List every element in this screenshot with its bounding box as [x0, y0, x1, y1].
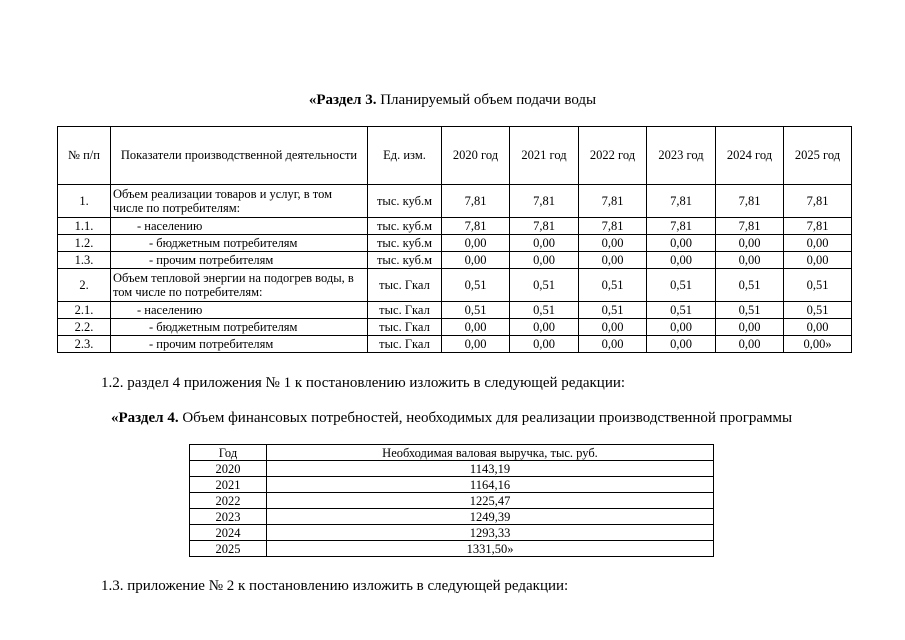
table-row — [190, 525, 714, 541]
row-value: 0,00 — [442, 252, 510, 269]
row-value: 7,81 — [716, 218, 784, 235]
table-row — [58, 235, 852, 252]
planned-water-supply-table — [57, 126, 852, 353]
row-value: 0,51 — [510, 302, 579, 319]
row-unit: тыс. Гкал — [368, 269, 442, 302]
table-row — [58, 319, 852, 336]
header-year: Год — [190, 445, 267, 461]
row-value: 0,51 — [579, 269, 647, 302]
row-value: 0,51 — [716, 269, 784, 302]
header-2023: 2023 год — [647, 127, 716, 185]
section3-title-bold: «Раздел 3. — [308, 92, 377, 108]
row-num: 1.3. — [58, 252, 111, 269]
row-value: 0,00 — [647, 235, 716, 252]
row-unit: тыс. Гкал — [368, 336, 442, 353]
header-2024: 2024 год — [716, 127, 784, 185]
row-value: 7,81 — [510, 185, 579, 218]
header-revenue: Необходимая валовая выручка, тыс. руб. — [267, 445, 714, 461]
row-unit: тыс. куб.м — [368, 185, 442, 218]
row-value: 0,51 — [579, 302, 647, 319]
row-value: 0,51 — [442, 302, 510, 319]
revenue-cell: 1225,47 — [267, 493, 714, 509]
revenue-cell: 1331,50» — [267, 541, 714, 557]
row-indicator: - населению — [111, 218, 368, 235]
table-header-row — [58, 127, 852, 185]
revenue-cell: 1164,16 — [267, 477, 714, 493]
row-value: 0,00 — [442, 319, 510, 336]
row-value: 7,81 — [647, 218, 716, 235]
row-value: 0,00 — [716, 336, 784, 353]
row-value: 0,51 — [442, 269, 510, 302]
table-row — [58, 302, 852, 319]
row-unit: тыс. куб.м — [368, 252, 442, 269]
year-cell: 2024 — [190, 525, 267, 541]
year-cell: 2021 — [190, 477, 267, 493]
header-2020: 2020 год — [442, 127, 510, 185]
row-value: 7,81 — [579, 218, 647, 235]
row-indicator: Объем тепловой энергии на подогрев воды, в том числе по потребителям: — [111, 269, 368, 302]
row-value: 0,51 — [716, 302, 784, 319]
row-value: 0,00 — [784, 235, 852, 252]
row-value: 0,00 — [510, 319, 579, 336]
table-row — [58, 336, 852, 353]
row-value: 0,00 — [510, 235, 579, 252]
row-value: 0,51 — [784, 269, 852, 302]
revenue-cell: 1293,33 — [267, 525, 714, 541]
row-value: 0,00 — [510, 252, 579, 269]
table-row — [190, 541, 714, 557]
row-value: 7,81 — [579, 185, 647, 218]
revenue-cell: 1143,19 — [267, 461, 714, 477]
row-value: 7,81 — [784, 185, 852, 218]
header-indicator: Показатели производственной деятельности — [111, 127, 368, 185]
row-value: 0,00 — [784, 252, 852, 269]
section4-title-bold: «Раздел 4. — [111, 410, 179, 426]
row-unit: тыс. куб.м — [368, 235, 442, 252]
row-indicator: - бюджетным потребителям — [111, 319, 368, 336]
header-2025: 2025 год — [784, 127, 852, 185]
header-2022: 2022 год — [579, 127, 647, 185]
row-value: 0,00 — [579, 319, 647, 336]
row-value: 0,00 — [579, 336, 647, 353]
row-num: 1.2. — [58, 235, 111, 252]
row-value: 0,00 — [510, 336, 579, 353]
header-unit: Ед. изм. — [368, 127, 442, 185]
year-cell: 2022 — [190, 493, 267, 509]
row-value: 7,81 — [442, 218, 510, 235]
row-value: 0,00 — [647, 336, 716, 353]
row-value: 0,51 — [647, 302, 716, 319]
row-indicator: Объем реализации товаров и услуг, в том числе по потребителям: — [111, 185, 368, 218]
header-2021: 2021 год — [510, 127, 579, 185]
row-indicator: - бюджетным потребителям — [111, 235, 368, 252]
row-unit: тыс. Гкал — [368, 302, 442, 319]
table-row — [58, 269, 852, 302]
row-num: 1.1. — [58, 218, 111, 235]
revenue-cell: 1249,39 — [267, 509, 714, 525]
row-value: 7,81 — [510, 218, 579, 235]
row-value: 0,00 — [716, 319, 784, 336]
row-value: 0,00 — [647, 319, 716, 336]
row-value: 0,00» — [784, 336, 852, 353]
header-num: № п/п — [58, 127, 111, 185]
row-value: 0,00 — [442, 336, 510, 353]
row-unit: тыс. куб.м — [368, 218, 442, 235]
row-value: 0,00 — [716, 252, 784, 269]
row-value: 7,81 — [784, 218, 852, 235]
row-indicator: - прочим потребителям — [111, 336, 368, 353]
section3-title-rest: Планируемый объем подачи воды — [376, 92, 597, 108]
row-value: 0,00 — [647, 252, 716, 269]
table-row — [58, 252, 852, 269]
row-value: 0,00 — [442, 235, 510, 252]
row-value: 7,81 — [442, 185, 510, 218]
row-value: 0,51 — [510, 269, 579, 302]
row-num: 2.2. — [58, 319, 111, 336]
row-num: 1. — [58, 185, 111, 218]
section3-title — [0, 92, 905, 109]
table-row — [190, 461, 714, 477]
table-header-row — [190, 445, 714, 461]
table-row — [58, 218, 852, 235]
row-value: 7,81 — [647, 185, 716, 218]
year-cell: 2025 — [190, 541, 267, 557]
table-row — [190, 493, 714, 509]
row-num: 2. — [58, 269, 111, 302]
section4-title-rest: Объем финансовых потребностей, необходимых для реализации производственной программы — [178, 410, 793, 426]
year-cell: 2020 — [190, 461, 267, 477]
row-value: 0,00 — [784, 319, 852, 336]
row-indicator: - прочим потребителям — [111, 252, 368, 269]
table-row — [58, 185, 852, 218]
row-value: 0,00 — [716, 235, 784, 252]
row-value: 0,00 — [579, 252, 647, 269]
row-value: 0,00 — [579, 235, 647, 252]
paragraph-1-3: 1.3. приложение № 2 к постановлению изложить в следующей редакции: — [101, 578, 569, 594]
financial-needs-table — [189, 444, 714, 557]
row-num: 2.1. — [58, 302, 111, 319]
row-value: 0,51 — [784, 302, 852, 319]
row-value: 0,51 — [647, 269, 716, 302]
row-indicator: - населению — [111, 302, 368, 319]
row-value: 7,81 — [716, 185, 784, 218]
section4-title — [111, 410, 792, 427]
table-row — [190, 509, 714, 525]
row-unit: тыс. Гкал — [368, 319, 442, 336]
table-row — [190, 477, 714, 493]
year-cell: 2023 — [190, 509, 267, 525]
row-num: 2.3. — [58, 336, 111, 353]
paragraph-1-2: 1.2. раздел 4 приложения № 1 к постановлению изложить в следующей редакции: — [101, 375, 626, 391]
